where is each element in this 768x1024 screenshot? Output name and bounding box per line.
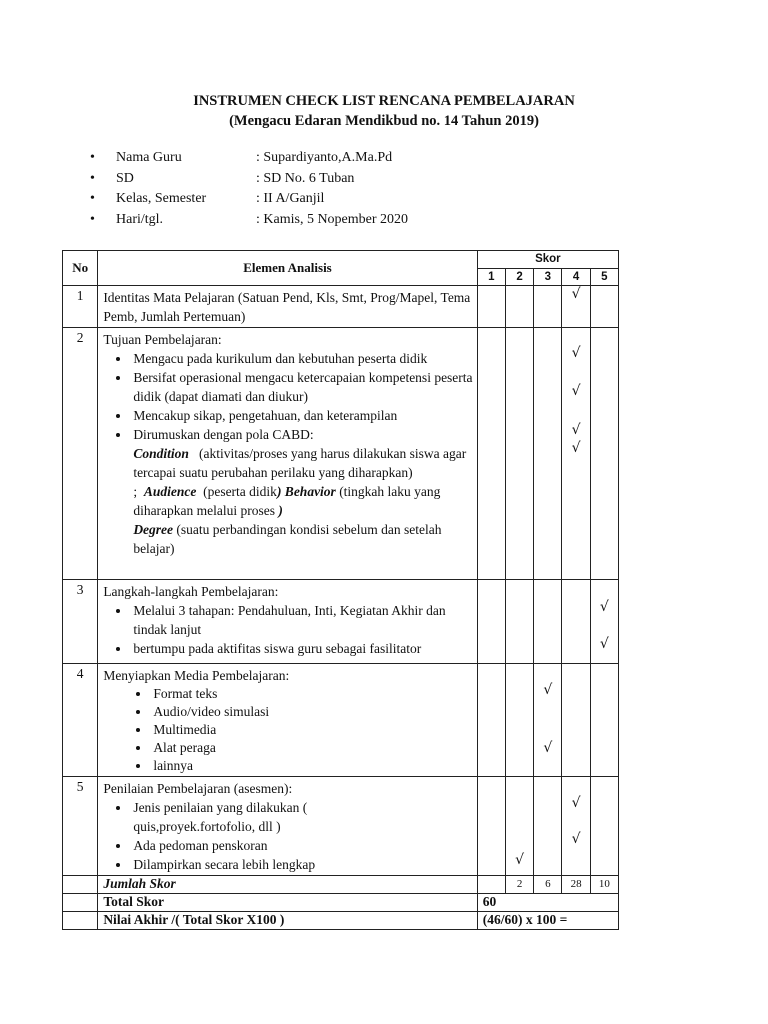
table-row	[63, 664, 619, 777]
info-item-date	[90, 212, 510, 233]
score-sum-1	[477, 876, 505, 894]
list-item: • Dirumuskan dengan pola CABD: Condition (aktivitas/proses yang harus dilakukan siswa agar tercapai suatu perubahan perilaku yang diharapkan) ; Audience (peserta didik) Behavior (tingkah laku yang diharapkan melalui proses ) Degree (suatu perbandingan kondisi sebelum dan setelah belajar)	[131, 425, 476, 558]
info-value: : Kamis, 5 Nopember 2020	[256, 211, 409, 227]
score-sum-4: 28	[562, 876, 590, 894]
row-element: Identitas Mata Pelajaran (Satuan Pend, Kls, Smt, Prog/Mapel, Tema Pemb, Jumlah Pertemuan)	[98, 286, 477, 328]
score-sum-5: 10	[590, 876, 618, 894]
bullet-list	[103, 349, 476, 558]
bullet-icon: •	[90, 211, 95, 227]
check-mark-icon: √	[571, 345, 581, 361]
row-number: 1	[63, 286, 98, 328]
row-number: 3	[63, 580, 98, 664]
list-item: • Melalui 3 tahapan: Pendahuluan, Inti, Kegiatan Akhir dan tindak lanjut	[131, 601, 476, 639]
list-item: • lainnya	[151, 757, 476, 775]
row-number: 5	[63, 777, 98, 876]
behavior-label: ) Behavior	[276, 484, 336, 499]
check-mark-icon: √	[571, 286, 581, 302]
check-mark-icon: √	[599, 599, 609, 615]
info-value: : SD No. 6 Tuban	[256, 170, 355, 186]
bullet-icon: •	[90, 191, 95, 206]
total-label: Total Skor	[98, 894, 477, 912]
info-value: : Supardiyanto,A.Ma.Pd	[256, 150, 393, 165]
header-score-1: 1	[477, 269, 505, 286]
score-sum-3: 6	[534, 876, 562, 894]
condition-label: Condition	[133, 446, 189, 461]
teacher-info-list	[90, 150, 510, 232]
check-mark-icon: √	[571, 831, 581, 847]
list-item: • Audio/video simulasi	[151, 703, 476, 721]
bullet-icon: •	[90, 170, 95, 186]
info-item-class	[90, 191, 510, 212]
header-score-2: 2	[505, 269, 533, 286]
header-score-5: 5	[590, 269, 618, 286]
check-mark-icon: √	[543, 682, 553, 698]
row-element	[98, 664, 477, 777]
document-title: INSTRUMEN CHECK LIST RENCANA PEMBELAJARAN	[193, 93, 575, 109]
check-mark-icon: √	[571, 383, 581, 399]
check-mark-icon: √	[571, 795, 581, 811]
header-score-4: 4	[562, 269, 590, 286]
row-title: Penilaian Pembelajaran (asesmen):	[103, 781, 293, 796]
list-item: • bertumpu pada aktifitas siswa guru sebagai fasilitator	[131, 639, 476, 658]
row-element	[98, 328, 477, 580]
info-item-school	[90, 171, 510, 192]
info-item-teacher	[90, 150, 510, 171]
total-score-row	[63, 876, 619, 894]
table-row	[63, 777, 619, 876]
info-value: : II A/Ganjil	[256, 191, 325, 206]
info-label: Hari/tgl.	[116, 211, 164, 227]
bullet-icon: •	[90, 150, 95, 165]
list-item: • Mencakup sikap, pengetahuan, dan keterampilan	[131, 406, 476, 425]
check-mark-icon: √	[543, 740, 553, 756]
check-mark-icon: √	[571, 440, 581, 456]
row-title: Tujuan Pembelajaran:	[103, 332, 222, 347]
info-label: SD	[116, 170, 134, 186]
info-label: Nama Guru	[116, 150, 182, 165]
header-score-3: 3	[534, 269, 562, 286]
audience-label: Audience	[143, 484, 197, 499]
row-title: Menyiapkan Media Pembelajaran:	[103, 668, 290, 683]
list-item: • Ada pedoman penskoran	[131, 836, 476, 855]
table-row	[63, 328, 619, 580]
list-item: • Dilampirkan secara lebih lengkap	[131, 855, 476, 874]
bullet-list	[103, 685, 476, 775]
document-subtitle: (Mengacu Edaran Mendikbud no. 14 Tahun 2019)	[229, 113, 539, 129]
list-item: • Jenis penilaian yang dilakukan ( quis,proyek.fortofolio, dll )	[131, 798, 476, 836]
check-mark-icon: √	[515, 852, 525, 868]
bullet-list	[103, 601, 476, 658]
checklist-table	[62, 250, 619, 930]
row-title: Langkah-langkah Pembelajaran:	[103, 584, 279, 599]
row-number: 2	[63, 328, 98, 580]
info-label: Kelas, Semester	[116, 191, 207, 206]
nilai-label: Nilai Akhir /( Total Skor X100 )	[98, 912, 477, 930]
total-value: 60	[477, 894, 618, 912]
list-item: • Bersifat operasional mengacu ketercapaian kompetensi peserta didik (dapat diamati dan diukur)	[131, 368, 476, 406]
table-row	[63, 580, 619, 664]
final-score-row	[63, 912, 619, 930]
row-element	[98, 777, 477, 876]
list-item: • Format teks	[151, 685, 476, 703]
row-number: 4	[63, 664, 98, 777]
header-element: Elemen Analisis	[98, 251, 477, 286]
row-element	[98, 580, 477, 664]
header-no: No	[63, 251, 98, 286]
score-sum-2: 2	[505, 876, 533, 894]
bullet-list	[103, 798, 476, 874]
list-item: • Alat peraga	[151, 739, 476, 757]
list-item: • Multimedia	[151, 721, 476, 739]
degree-label: Degree	[133, 522, 174, 537]
check-mark-icon: √	[599, 636, 609, 652]
grand-total-row	[63, 894, 619, 912]
table-row	[63, 286, 619, 328]
check-mark-icon: √	[571, 422, 581, 438]
nilai-value: (46/60) x 100 =	[477, 912, 618, 930]
header-score: Skor	[477, 251, 618, 269]
list-item: • Mengacu pada kurikulum dan kebutuhan peserta didik	[131, 349, 476, 368]
jumlah-label: Jumlah Skor	[98, 876, 477, 894]
